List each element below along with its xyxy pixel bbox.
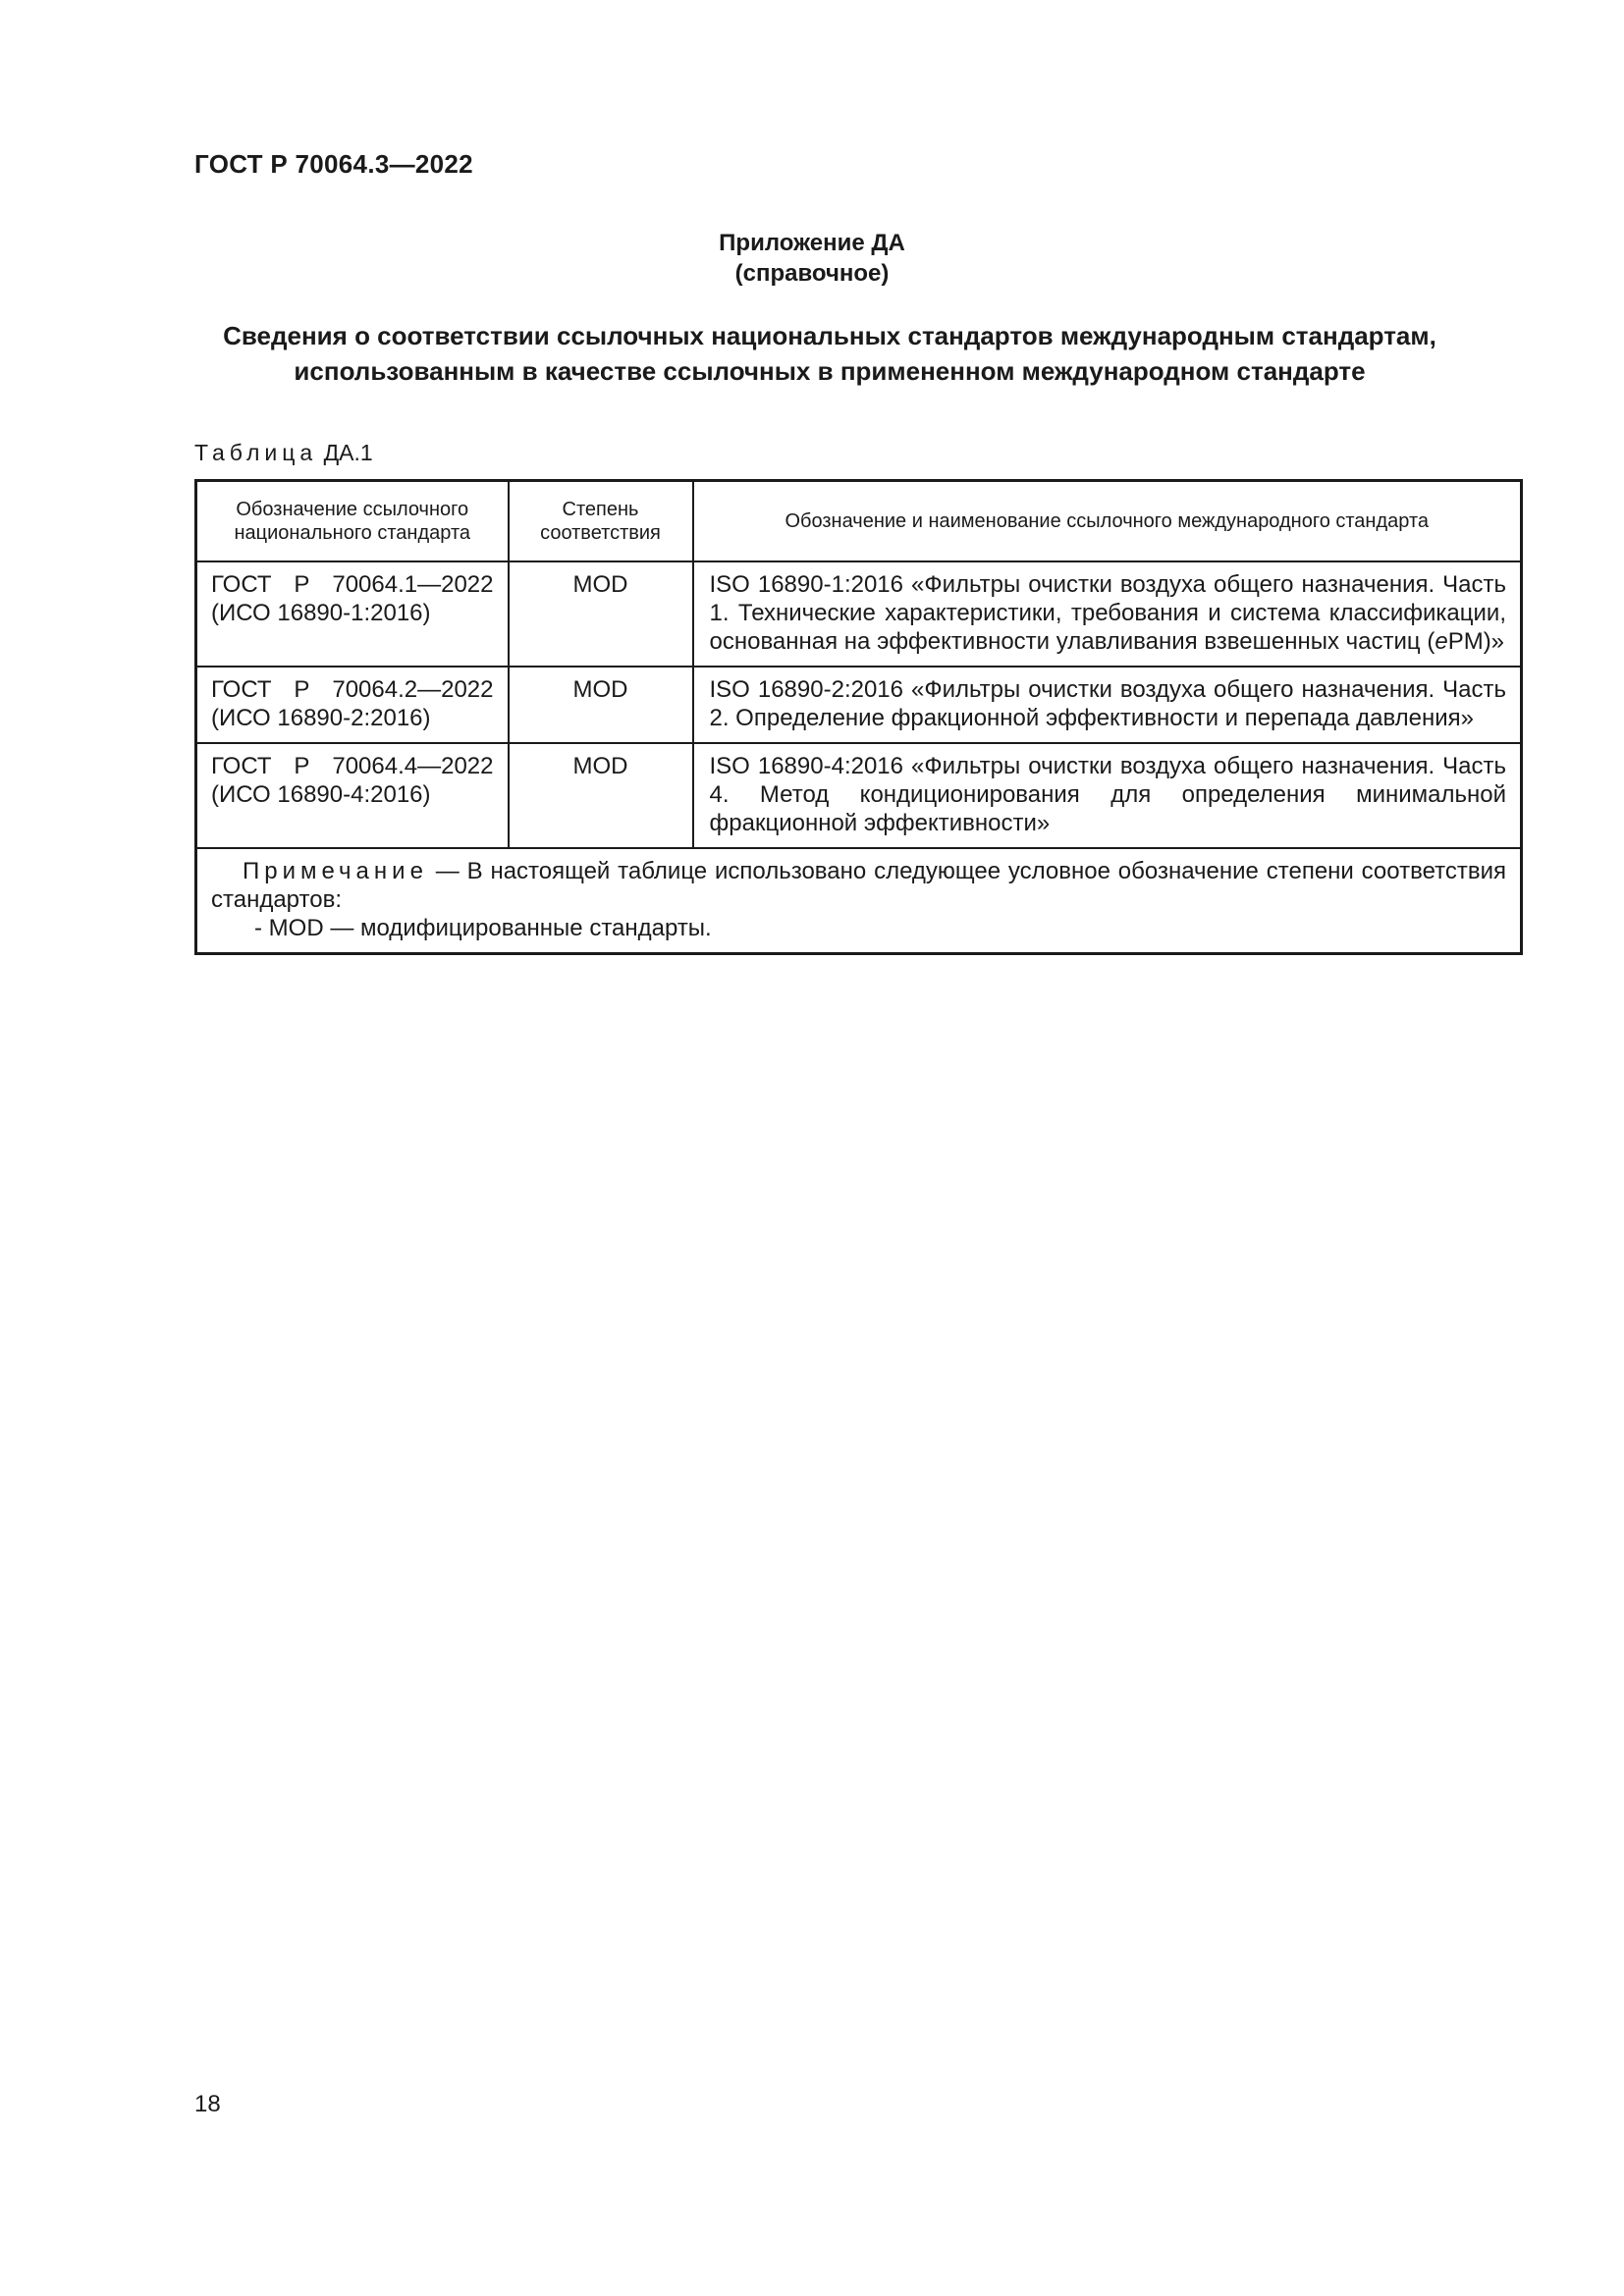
- international-standard-cell: ISO 16890-4:2016 «Фильтры очистки воздуха общего назначения. Часть 4. Метод кондиционирования для определения минимальной фракционной эффективности»: [693, 743, 1522, 848]
- degree-cell: MOD: [509, 561, 693, 667]
- page-number: 18: [194, 2091, 221, 2117]
- annex-heading: [157, 318, 1502, 389]
- table-label-number: ДА.1: [323, 440, 373, 465]
- annex-title-block: [0, 228, 1624, 289]
- table-row: [196, 667, 1522, 743]
- standards-correspondence-table: [194, 479, 1523, 955]
- note-text: — В настоящей таблице использовано следующее условное обозначение степени соответствия стандартов:: [211, 858, 1506, 913]
- document-code-header: ГОСТ Р 70064.3—2022: [194, 149, 473, 179]
- annex-heading-line-1: Сведения о соответствии ссылочных национальных стандартов международным стандартам,: [223, 321, 1436, 350]
- intl-text-part: ISO 16890-1:2016 «Фильтры очистки воздуха общего назначения. Часть 1. Технические характеристики, требования и система классификации, основанная на эффективности улавливания взвешенных частиц (: [709, 571, 1506, 655]
- table-note: [196, 848, 1522, 954]
- table-row: [196, 561, 1522, 667]
- annex-heading-line-2: использованным в качестве ссылочных в примененном международном стандарте: [294, 356, 1366, 386]
- table-label: [194, 440, 373, 466]
- header-national-standard: Обозначение ссылочного национального стандарта: [196, 481, 509, 562]
- table-header-row: [196, 481, 1522, 562]
- note-paragraph: [211, 857, 1506, 914]
- annex-title: Приложение ДА: [719, 230, 905, 256]
- degree-cell: MOD: [509, 667, 693, 743]
- national-standard-cell: ГОСТ Р 70064.4—2022 (ИСО 16890-4:2016): [196, 743, 509, 848]
- annex-subtitle: (справочное): [734, 260, 890, 287]
- national-standard-cell: ГОСТ Р 70064.1—2022 (ИСО 16890-1:2016): [196, 561, 509, 667]
- note-list-item: - MOD — модифицированные стандарты.: [254, 915, 712, 941]
- international-standard-cell: [693, 561, 1522, 667]
- table-label-word: Таблица: [194, 440, 318, 465]
- intl-text-italic: e: [1435, 628, 1448, 655]
- intl-text-part: PM)»: [1447, 628, 1505, 655]
- table-row: [196, 743, 1522, 848]
- degree-cell: MOD: [509, 743, 693, 848]
- national-standard-cell: ГОСТ Р 70064.2—2022 (ИСО 16890-2:2016): [196, 667, 509, 743]
- note-label: Примечание: [243, 858, 428, 884]
- international-standard-cell: ISO 16890-2:2016 «Фильтры очистки воздуха общего назначения. Часть 2. Определение фракционной эффективности и перепада давления»: [693, 667, 1522, 743]
- header-degree: Степень соответствия: [509, 481, 693, 562]
- header-international-standard: Обозначение и наименование ссылочного международного стандарта: [693, 481, 1522, 562]
- table-note-row: [196, 848, 1522, 954]
